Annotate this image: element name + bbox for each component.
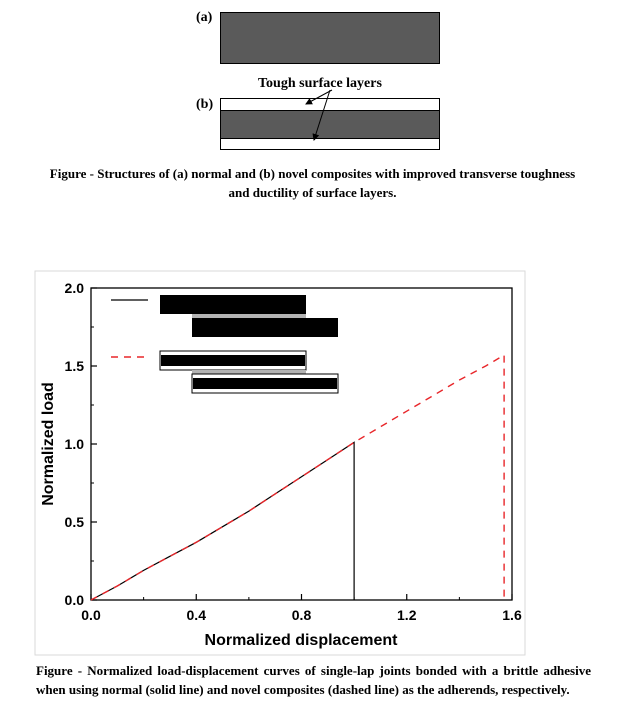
x-axis-title: Normalized displacement — [204, 632, 398, 649]
x-tick-label: 1.6 — [502, 607, 522, 623]
surface-layers-annotation: Tough surface layers — [258, 76, 382, 91]
chart-caption: Figure - Normalized load-displacement curves of single-lap joints bonded with a brittle adhesive when using normal (solid line) and novel composites (dashed line) as the adherends, respectively. — [36, 663, 591, 697]
y-tick-label: 1.0 — [64, 436, 84, 452]
y-tick-label: 2.0 — [64, 280, 84, 296]
x-tick-label: 0.8 — [291, 607, 312, 623]
label-b: (b) — [196, 97, 214, 112]
annotation-arrows — [0, 0, 620, 160]
x-tick-label: 0.4 — [186, 607, 206, 623]
y-tick-label: 1.5 — [64, 358, 84, 374]
load-displacement-chart — [0, 268, 620, 658]
x-tick-label: 1.2 — [397, 607, 417, 623]
y-axis-title: Normalized load — [40, 382, 57, 506]
arrow-to-bottom-layer — [314, 90, 330, 140]
label-a: (a) — [196, 10, 213, 25]
x-tick-label: 0.0 — [81, 607, 101, 623]
structures-caption: Figure - Structures of (a) normal and (b) novel composites with improved transverse toughness and ductility of surface layers. — [49, 166, 576, 200]
y-tick-label: 0.5 — [64, 514, 84, 530]
y-tick-label: 0.0 — [64, 592, 84, 608]
